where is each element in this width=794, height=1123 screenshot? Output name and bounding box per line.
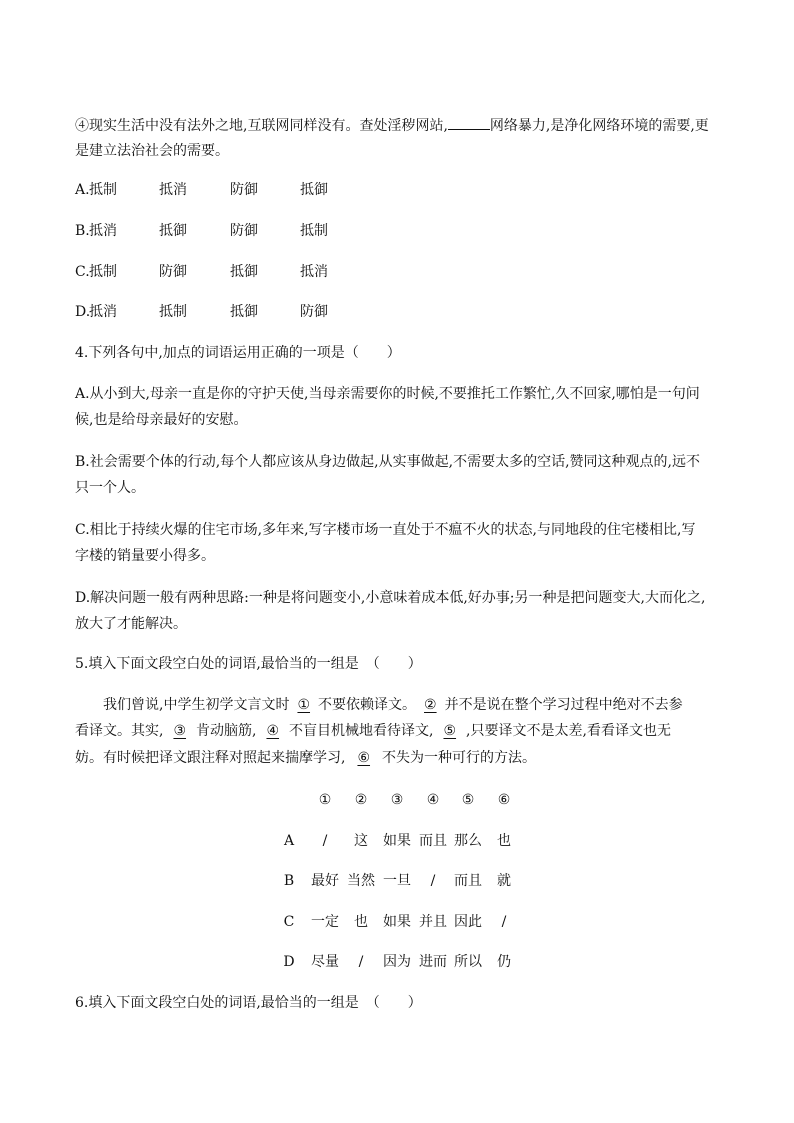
- option-word: 抵御: [300, 182, 328, 198]
- option-word: 抵消: [300, 264, 328, 280]
- passage-text: 我们曾说,中学生初学文言文时: [103, 697, 290, 713]
- q4-option-c-line2: 字楼的销量要小得多。: [75, 548, 215, 564]
- q5-paragraph-line3: [75, 748, 536, 768]
- option-letter: D.: [75, 304, 91, 320]
- q6-stem: 6.填入下面文段空白处的词语,最恰当的一组是 （ ）: [75, 995, 422, 1011]
- blank-3: ③: [173, 723, 187, 739]
- passage-text: 妨。有时候把译文跟注释对照起来揣摩学习,: [75, 750, 346, 766]
- table-header-cell: ⑥: [497, 792, 511, 808]
- blank-1: ①: [297, 697, 311, 713]
- passage-text: 并不是说在整个学习过程中绝对不去参: [444, 697, 683, 713]
- q3-item4-pre: ④现实生活中没有法外之地,互联网同样没有。查处淫秽网站,: [75, 118, 448, 134]
- table-row-letter: D: [283, 954, 295, 970]
- q3-item4-blank: [448, 115, 490, 130]
- option-word: 抵御: [230, 264, 258, 280]
- table-row-letter: A: [283, 833, 295, 849]
- blank-6: ⑥: [357, 750, 371, 766]
- table-cell: 如果: [383, 833, 411, 849]
- q4-option-a-line2: 候,也是给母亲最好的安慰。: [75, 412, 248, 428]
- table-cell: 当然: [347, 873, 375, 889]
- table-header-cell: ②: [354, 792, 368, 808]
- table-header-cell: ⑤: [461, 792, 475, 808]
- table-cell: 所以: [454, 954, 482, 970]
- q5-paragraph-line1: [103, 695, 683, 715]
- passage-text: ,只要译文不是太差,看看译文也无: [466, 723, 671, 739]
- table-cell: 也: [497, 833, 511, 849]
- table-cell: 那么: [454, 833, 482, 849]
- option-letter: C.: [75, 264, 90, 280]
- option-word: 抵消: [89, 223, 117, 239]
- option-word: 抵消: [159, 182, 187, 198]
- option-word: 防御: [159, 264, 187, 280]
- option-word: 防御: [230, 182, 258, 198]
- blank-2: ②: [424, 697, 437, 713]
- table-cell: 一旦: [383, 873, 411, 889]
- option-word: 抵制: [159, 304, 187, 320]
- table-cell: 最好: [311, 873, 339, 889]
- table-cell: 一定: [311, 914, 339, 930]
- passage-text: 不要依赖译文。: [318, 697, 417, 713]
- table-cell: 尽量: [311, 954, 339, 970]
- q4-option-b-line2: 只一个人。: [75, 480, 145, 496]
- table-cell: 并且: [419, 914, 447, 930]
- passage-text: 不失为一种可行的方法。: [382, 750, 537, 766]
- blank-5: ⑤: [443, 723, 457, 739]
- q3-item4-line1: [75, 115, 709, 136]
- table-cell: 而且: [454, 873, 482, 889]
- passage-text: 肯动脑筋,: [196, 723, 257, 739]
- table-cell: 而且: [419, 833, 447, 849]
- q4-stem: 4.下列各句中,加点的词语运用正确的一项是（ ）: [75, 345, 401, 361]
- q3-item4-post: 网络暴力,是净化网络环境的需要,更: [489, 118, 709, 134]
- q5-table-row-a: [0, 831, 794, 851]
- table-cell: /: [501, 914, 507, 930]
- table-cell: 因此: [454, 914, 482, 930]
- option-word: 抵御: [230, 304, 258, 320]
- option-word: 抵制: [89, 264, 117, 280]
- q3-item4-line2: 是建立法治社会的需要。: [75, 143, 229, 159]
- q4-option-c-line1: C.相比于持续火爆的住宅市场,多年来,写字楼市场一直处于不瘟不火的状态,与同地段的住宅楼相比,写: [75, 522, 696, 538]
- q4-option-d-line2: 放大了才能解决。: [75, 616, 187, 632]
- option-word: 抵御: [159, 223, 187, 239]
- table-row-letter: C: [283, 914, 295, 930]
- option-word: 抵消: [89, 304, 117, 320]
- q5-table-header: [0, 790, 794, 810]
- table-cell: 就: [497, 873, 511, 889]
- option-word: 抵制: [300, 223, 328, 239]
- table-row-letter: B: [283, 873, 295, 889]
- option-letter: A.: [75, 182, 90, 198]
- table-cell: 也: [354, 914, 368, 930]
- option-word: 抵制: [89, 182, 117, 198]
- table-cell: 仍: [497, 954, 511, 970]
- table-cell: /: [430, 873, 436, 889]
- option-word: 防御: [230, 223, 258, 239]
- passage-text: 不盲目机械地看待译文,: [289, 723, 434, 739]
- q5-stem: 5.填入下面文段空白处的词语,最恰当的一组是 （ ）: [75, 656, 422, 672]
- q5-table-row-b: [0, 871, 794, 891]
- option-letter: B.: [75, 223, 90, 239]
- q4-option-d-line1: D.解决问题一般有两种思路:一种是将问题变小,小意味着成本低,好办事;另一种是把问题变大,大而化之,: [75, 590, 706, 606]
- q4-option-a-line1: A.从小到大,母亲一直是你的守护天使,当母亲需要你的时候,不要推托工作繁忙,久不回家,哪怕是一句问: [75, 386, 700, 402]
- table-cell: 如果: [383, 914, 411, 930]
- passage-text: 看译文。其实,: [75, 723, 164, 739]
- table-header-cell: ③: [390, 792, 404, 808]
- option-word: 防御: [300, 304, 328, 320]
- table-header-cell: ④: [426, 792, 440, 808]
- table-cell: 因为: [383, 954, 411, 970]
- table-cell: /: [322, 833, 328, 849]
- q5-paragraph-line2: [75, 721, 671, 741]
- table-cell: /: [358, 954, 364, 970]
- q5-table-row-d: [0, 952, 794, 972]
- table-header-cell: ①: [318, 792, 332, 808]
- q4-option-b-line1: B.社会需要个体的行动,每个人都应该从身边做起,从实事做起,不需要太多的空话,赞同这种观点的,远不: [75, 454, 700, 470]
- blank-4: ④: [266, 723, 280, 739]
- table-cell: 进而: [419, 954, 447, 970]
- q5-table-row-c: [0, 912, 794, 932]
- table-cell: 这: [354, 833, 368, 849]
